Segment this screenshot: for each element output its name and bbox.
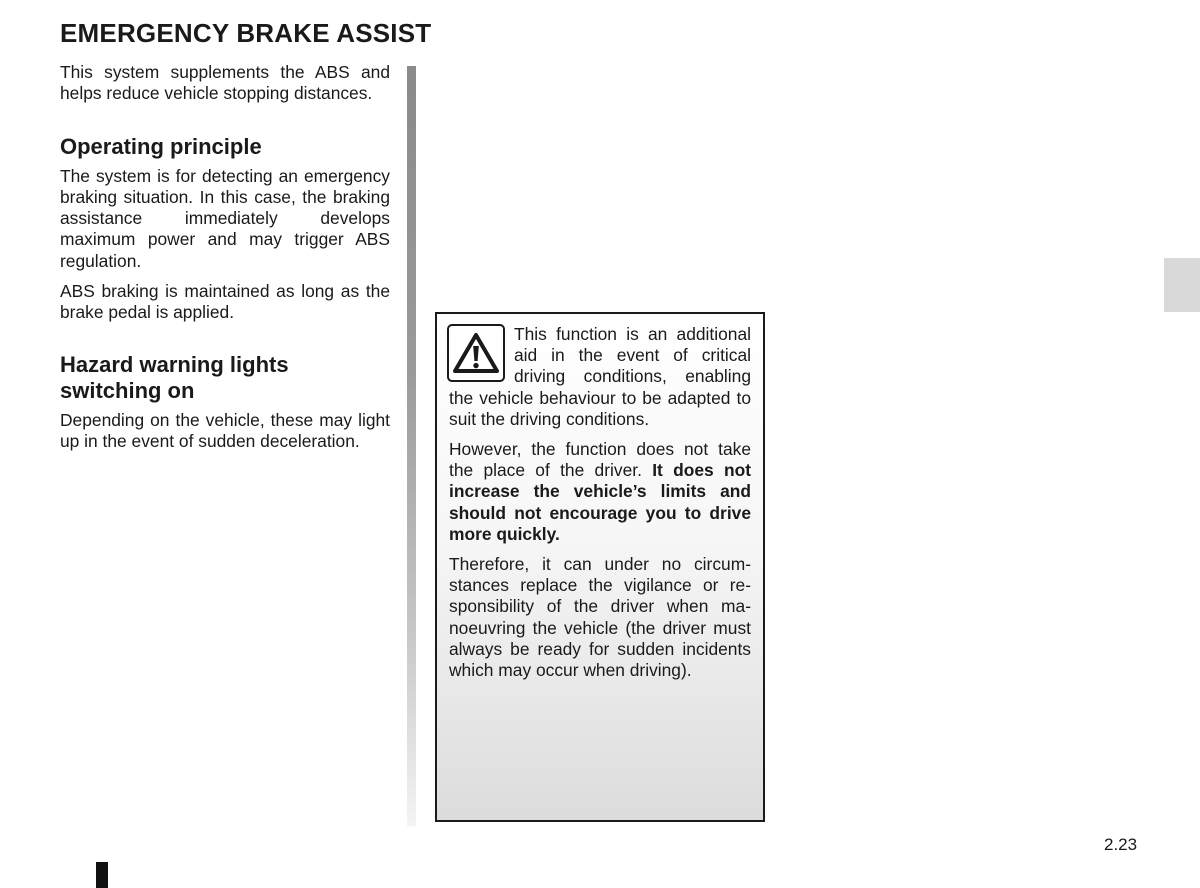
warning-content	[449, 324, 751, 690]
warning-box	[435, 312, 765, 822]
hazard-paragraph: Depending on the vehicle, these may light up in the event of sudden deceleration.	[60, 409, 390, 451]
warning-paragraph-3: Therefore, it can under no circumstances replace the vigilance or responsibility of the driver when manoeuvring the vehicle (the driver must always be ready for sudden incidents which may occur when driving).	[449, 554, 751, 681]
warning-paragraph-2	[449, 439, 751, 545]
warning-paragraph-1: This function is an additional aid in the event of critical driving conditions, enabling the vehicle behaviour to be adapted to suit the driving conditions.	[449, 324, 751, 429]
crop-mark	[96, 862, 108, 888]
page-title: EMERGENCY BRAKE ASSIST	[60, 18, 432, 48]
warning-p2-text: However, the function does not take the place of the driver.	[449, 439, 751, 481]
page-number: 2.23	[1104, 835, 1138, 854]
intro-paragraph: This system supplements the ABS and helps reduce vehicle stopping distances.	[60, 62, 390, 104]
chapter-thumb-tab	[1164, 258, 1200, 312]
warning-triangle-icon	[447, 324, 505, 382]
operating-paragraph-2: ABS braking is maintained as long as the brake pedal is applied.	[60, 281, 390, 323]
operating-principle-heading: Operating principle	[60, 133, 262, 159]
left-column	[60, 62, 390, 461]
warning-p2-bold: It does not increase the vehicle’s limits and should not encourage you to drive more quickly.	[449, 460, 751, 544]
hazard-lights-heading: Hazard warning lights switching on	[60, 351, 289, 403]
column-divider	[407, 66, 416, 826]
operating-paragraph-1: The system is for detecting an emergency braking situation. In this case, the braking assistance immediately develops maximum power and may trigger ABS regulation.	[60, 165, 390, 271]
